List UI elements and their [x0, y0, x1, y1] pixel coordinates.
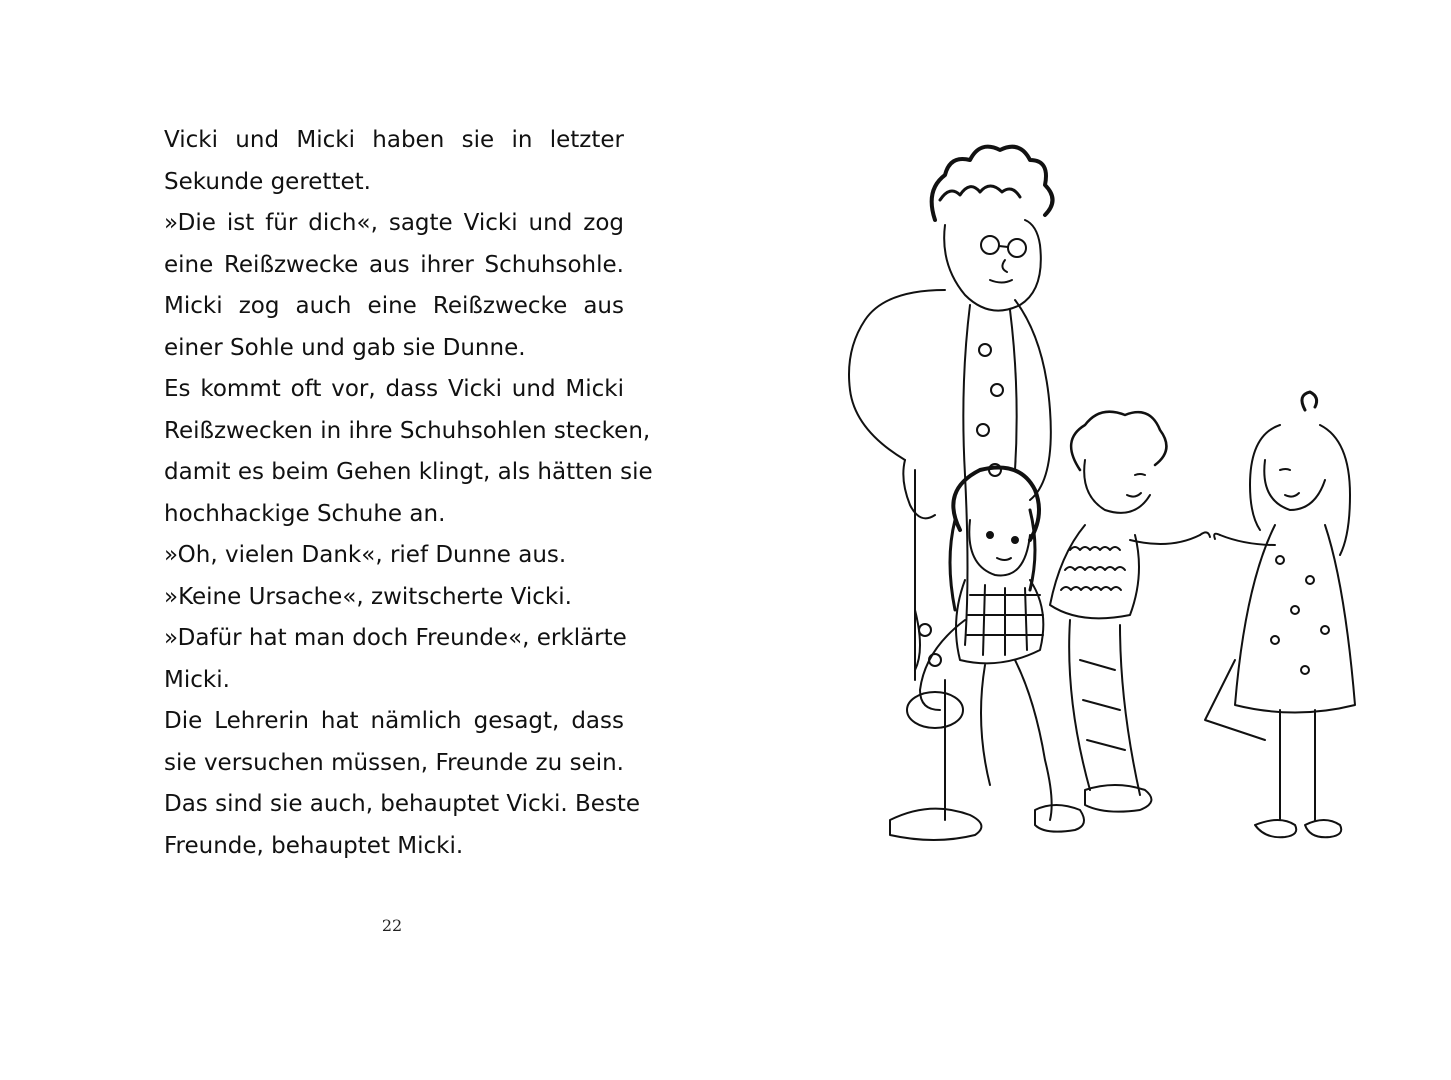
girl-dark-hair-figure — [907, 468, 1084, 832]
text-line: Vicki und Micki haben sie in letzter — [164, 127, 624, 153]
text-line: »Oh, vielen Dank«, rief Dunne aus. — [164, 542, 567, 568]
text-line: »Dafür hat man doch Freunde«, erklärte — [164, 625, 627, 651]
page-number: 22 — [381, 916, 403, 935]
girl-curly-hair-figure — [1050, 412, 1210, 812]
text-line: damit es beim Gehen klingt, als hätten sie — [164, 459, 653, 485]
text-line: Die Lehrerin hat nämlich gesagt, dass — [164, 708, 624, 734]
text-line: sie versuchen müssen, Freunde zu sein. — [164, 749, 624, 776]
text-line: »Keine Ursache«, zwitscherte Vicki. — [164, 583, 572, 610]
text-line: »Die ist für dich«, sagte Vicki und zog — [164, 210, 624, 236]
text-line: Micki zog auch eine Reißzwecke aus — [164, 293, 624, 319]
text-line: Das sind sie auch, behauptet Vicki. Beste — [164, 791, 641, 817]
text-line: Es kommt oft vor, dass Vicki und Micki — [164, 376, 624, 402]
text-line: Freunde, behauptet Micki. — [164, 832, 464, 859]
illustration — [785, 140, 1405, 870]
text-line: Sekunde gerettet. — [164, 168, 371, 195]
girl-long-hair-figure — [1205, 392, 1355, 837]
text-line: eine Reißzwecke aus ihrer Schuhsohle. — [164, 251, 624, 278]
text-line: Reißzwecken in ihre Schuhsohlen stecken, — [164, 417, 651, 444]
left-page — [0, 0, 725, 1080]
text-line: hochhackige Schuhe an. — [164, 500, 446, 527]
text-line: einer Sohle und gab sie Dunne. — [164, 334, 526, 361]
text-line: Micki. — [164, 666, 230, 693]
body-text — [164, 120, 653, 867]
teacher-figure — [849, 147, 1053, 840]
right-page — [725, 0, 1451, 1080]
